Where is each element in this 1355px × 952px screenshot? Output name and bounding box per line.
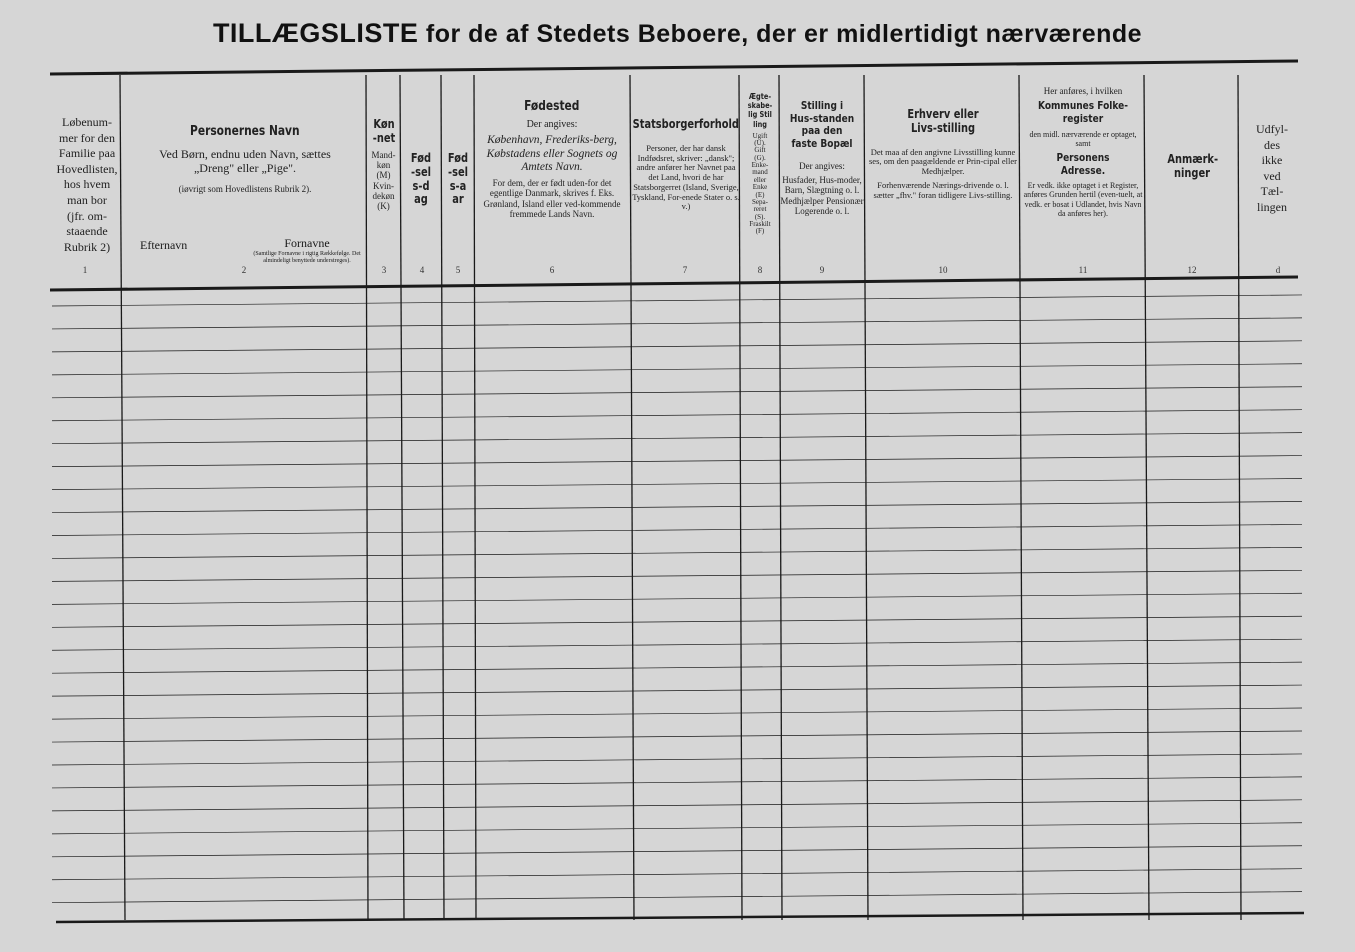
col2-firstname-text: Fornavne <box>284 236 330 250</box>
col8-line: (E) <box>755 190 765 199</box>
col1-line: Hovedlisten, <box>56 161 118 176</box>
col3-line: (K) <box>377 201 390 212</box>
header-col-d <box>1240 122 1304 307</box>
row-rule <box>52 570 1302 581</box>
col8-line: reret <box>753 205 767 214</box>
row-rule <box>52 593 1302 604</box>
col11-text0: Her anføres, i hvilken <box>1043 86 1123 96</box>
col1-line: (jfr. om- <box>67 208 107 223</box>
col4-heading: Fød-sels-dag <box>410 152 432 207</box>
col8-line: eller <box>753 175 767 184</box>
header-col-7 <box>632 118 740 303</box>
column-number: 10 <box>938 265 948 275</box>
row-rule <box>52 433 1302 444</box>
row-rule <box>52 754 1302 765</box>
col3-line: Kvin- <box>373 180 394 191</box>
cold-line: ved <box>1263 168 1281 183</box>
column-number: 3 <box>381 265 387 275</box>
col1-line: hos hvem <box>63 177 111 192</box>
col2-firstname-label <box>252 236 362 264</box>
col7-heading: Statsborgerforhold <box>632 118 740 131</box>
col1-line: Løbenum- <box>62 115 112 129</box>
col8-line: (F) <box>755 227 765 236</box>
column-number: 12 <box>1187 265 1197 275</box>
col1-line: Rubrik 2) <box>63 239 111 254</box>
column-number: 6 <box>549 265 555 275</box>
row-rule <box>52 731 1302 742</box>
col8-line: mand <box>752 168 768 177</box>
bottom-rule <box>56 913 1304 922</box>
column-number: 2 <box>241 265 247 275</box>
col8-line: (U). <box>754 139 766 148</box>
row-rule <box>52 479 1302 490</box>
col11-heading: Kommunes Folke-register <box>1037 99 1128 125</box>
header-col-8 <box>741 92 779 277</box>
col1-line: man bor <box>67 192 107 207</box>
col6-heading: Fødested <box>524 100 580 114</box>
row-rule <box>52 800 1302 811</box>
row-rule <box>52 410 1302 421</box>
column-number: 1 <box>82 265 88 275</box>
col3-line: Mand- <box>371 149 396 160</box>
col2-text3: (iøvrigt som Hovedlistens Rubrik 2). <box>178 183 312 194</box>
row-rule <box>52 364 1302 375</box>
col2-text1: Ved Børn, endnu uden Navn, sættes <box>159 146 331 161</box>
row-rule <box>52 387 1302 398</box>
col2-surname-label: Efternavn <box>140 238 188 252</box>
col6-text2: København, Frederiks-berg, Købstadens eller Sognets og Amtets Navn. <box>486 134 618 173</box>
col2-text2: „Dreng" eller „Pige". <box>193 160 297 175</box>
col8-line: Gift <box>754 146 766 155</box>
col11-text2: Er vedk. ikke optaget i et Register, anføres Grunden hertil (even-tuelt, at vedk. er bosat i Udlandet, hvis Navn da anføres her). <box>1023 181 1143 218</box>
column-number: 11 <box>1078 265 1088 275</box>
column-number: 7 <box>682 265 688 275</box>
column-number: 8 <box>757 265 763 275</box>
col12-heading: Anmærk-ninger <box>1167 153 1219 180</box>
row-rule <box>52 869 1302 880</box>
col8-line: Sepa- <box>752 197 768 206</box>
row-rule <box>52 685 1302 696</box>
col11-heading2: Personens Adresse. <box>1056 151 1110 177</box>
row-rule <box>52 823 1302 834</box>
col2-heading: Personernes Navn <box>190 125 300 139</box>
col5-heading: Fød-sels-aar <box>447 152 469 207</box>
col10-text1: Det maa af den angivne Livsstilling kunne ses, om den paagældende er Prin-cipal eller Medhjælper. <box>869 146 1017 177</box>
col3-line: dekøn <box>372 190 395 201</box>
col8-line: Ugift <box>752 131 768 140</box>
col8-line: (S). <box>754 212 766 221</box>
header-col-5 <box>442 152 474 337</box>
col2-firstname-note: (Samtlige Fornavne i rigtig Rækkefølge. Det almindeligt benyttede understreges). <box>253 251 361 264</box>
cold-line: Udfyl- <box>1256 122 1288 136</box>
form-title-rest: for de af Stedets Beboere, der er midlertidigt nærværende <box>425 20 1143 48</box>
col9-text1: Der angives: <box>799 160 845 171</box>
row-rule <box>52 846 1302 857</box>
col9-text2: Husfader, Hus-moder, Barn, Slægtning o. l. Medhjælper Pensionær Logerende o. l. <box>780 174 864 216</box>
column-number: 5 <box>455 265 461 275</box>
column-number: 4 <box>419 265 425 275</box>
row-rule <box>52 318 1302 329</box>
col8-line: Enke- <box>751 161 769 170</box>
col8-heading: Ægte-skabe-lig Stilling <box>747 92 773 129</box>
row-rule <box>52 524 1302 535</box>
cold-line: des <box>1264 137 1280 152</box>
row-rule <box>52 662 1302 673</box>
row-rule <box>52 639 1302 650</box>
column-number: d <box>1275 265 1281 275</box>
header-col-3 <box>367 118 400 303</box>
col3-line: køn <box>376 159 391 170</box>
row-rule <box>52 341 1302 352</box>
column-number: 9 <box>819 265 825 275</box>
col8-line: Fraskilt <box>749 219 771 228</box>
col9-heading: Stilling i Hus-standen paa den faste Bopæl <box>789 100 855 150</box>
row-rule <box>52 708 1302 719</box>
col1-line: staaende <box>66 224 108 239</box>
header-col-11 <box>1022 86 1144 271</box>
col10-heading: Erhverv eller Livs-stilling <box>907 108 979 135</box>
col3-line: (M) <box>376 170 391 181</box>
col8-line: (G). <box>754 153 766 162</box>
header-col-9 <box>780 100 864 285</box>
row-rule <box>52 547 1302 558</box>
col6-text1: Der angives: <box>526 118 578 130</box>
header-col-4 <box>401 152 441 337</box>
col8-line: Enke <box>752 183 768 192</box>
top-rule <box>50 61 1298 74</box>
col7-text1: Personer, der har dansk Indfødsret, skriver: „dansk"; andre anfører her Navnet paa det Land, hvori de har Statsborgerret (Island, Sverige, Tyskland, For-enede Stater o. s. v.) <box>632 142 740 212</box>
row-rule <box>52 616 1302 627</box>
cold-line: ikke <box>1261 153 1283 168</box>
col11-text1: den midl. nærværende er optaget, samt <box>1029 129 1137 148</box>
cold-line: lingen <box>1257 199 1287 214</box>
cold-line: Tæl- <box>1260 184 1284 199</box>
col10-text2: Forhenværende Nærings-drivende o. l. sætter „fhv." foran tidligere Livs-stilling. <box>873 179 1013 200</box>
header-col-2 <box>124 125 366 310</box>
row-rule <box>52 456 1302 467</box>
row-rule <box>52 777 1302 788</box>
header-col-12 <box>1147 153 1237 338</box>
row-rule <box>52 892 1302 903</box>
col3-heading: Køn-net <box>372 118 395 145</box>
row-rule <box>52 501 1302 512</box>
col1-line: mer for den <box>59 130 115 145</box>
col1-line: Familie paa <box>58 146 116 161</box>
col6-text3: For dem, der er født uden-for det egentlige Danmark, skrives f. Eks. Grønland, Island eller ved-kommende fremmede Lands Navn. <box>483 178 621 220</box>
form-title-lead: TILLÆGSLISTE <box>212 18 419 48</box>
header-col-6 <box>476 100 628 285</box>
